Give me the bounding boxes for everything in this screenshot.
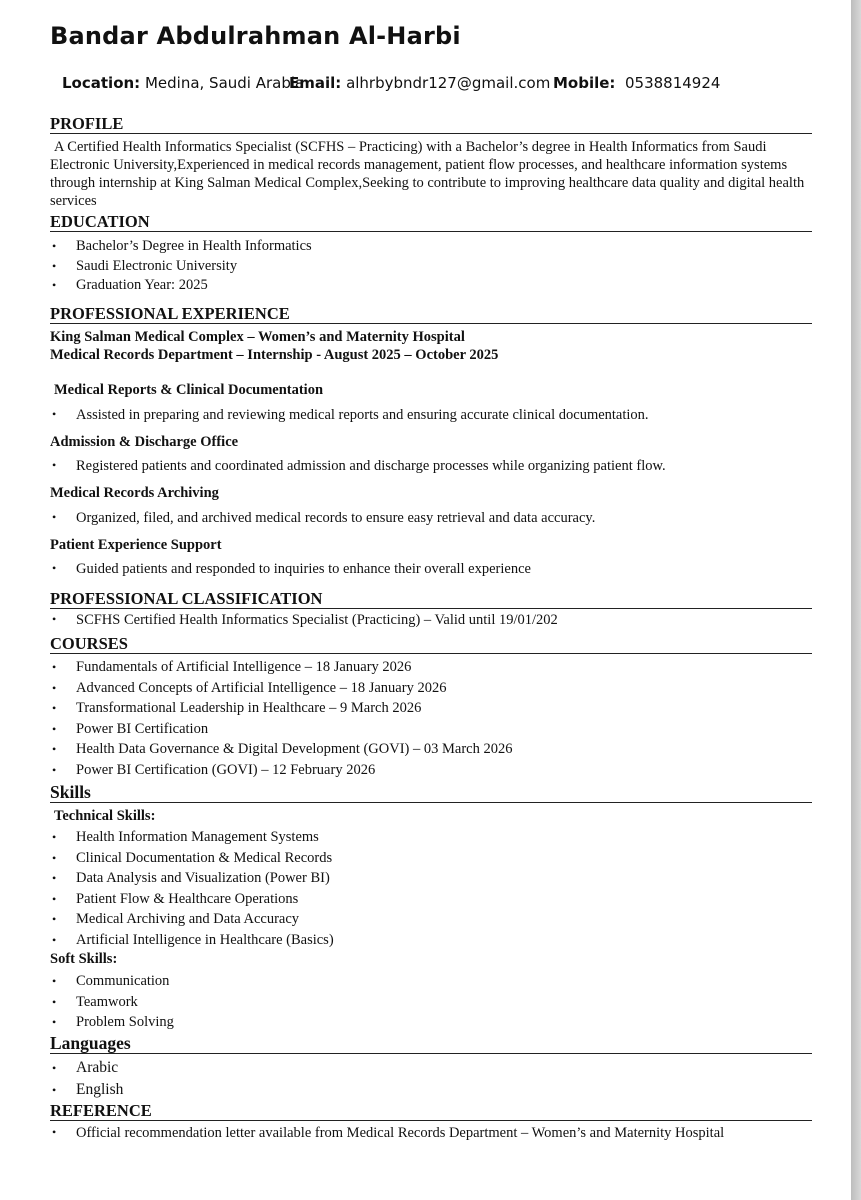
classification-heading: PROFESSIONAL CLASSIFICATION [50,589,812,609]
location-value: Medina, Saudi Arabia [144,74,305,92]
bullet-icon: • [52,830,57,844]
bullet-icon: • [52,891,57,906]
bullet-icon: • [52,1083,57,1097]
list-item: • Power BI Certification [50,719,830,740]
list-item: • SCFHS Certified Health Informatics Specialist (Practicing) – Valid until 19/01/202 [52,612,558,628]
list-item: • Arabic [50,1057,830,1079]
reference-heading: REFERENCE [50,1101,812,1121]
bullet-icon: • [52,407,57,421]
list-item: • Artificial Intelligence in Healthcare (Basics) [50,930,830,951]
experience-group-list [50,458,830,475]
bullet-icon: • [52,721,57,736]
list-item: • Teamwork [50,992,830,1013]
list-item: • Health Data Governance & Digital Development (GOVI) – 03 March 2026 [50,739,830,760]
experience-group-heading: Admission & Discharge Office [50,434,239,450]
experience-group-heading: Patient Experience Support [50,537,222,553]
bullet-icon: • [52,1125,57,1139]
location-line [62,74,304,92]
bullet-icon: • [52,561,57,575]
bullet-icon: • [52,701,57,716]
list-item: • Bachelor’s Degree in Health Informatics [50,237,830,257]
list-item: • Organized, filed, and archived medical records to ensure easy retrieval and data accuracy. [52,510,596,526]
experience-group-list [50,561,830,578]
email-label: Email: [289,74,342,92]
mobile-line [553,74,720,92]
education-heading: EDUCATION [50,212,812,232]
technical-skills-list [50,827,830,951]
bullet-icon: • [52,239,57,253]
bullet-icon: • [52,612,57,626]
bullet-icon: • [52,278,57,292]
list-item: • Official recommendation letter available from Medical Records Department – Women’s and Maternity Hospital [52,1125,725,1141]
list-item: • Guided patients and responded to inquiries to enhance their overall experience [52,561,531,577]
experience-heading: PROFESSIONAL EXPERIENCE [50,304,812,324]
languages-list [50,1057,830,1101]
reference-list [50,1125,830,1142]
bullet-icon: • [52,458,57,472]
experience-group-list [50,407,830,424]
bullet-icon: • [52,680,57,695]
list-item: • English [50,1079,830,1101]
list-item: • Medical Archiving and Data Accuracy [50,909,830,930]
courses-list [50,657,830,781]
list-item: • Registered patients and coordinated admission and discharge processes while organizing patient flow. [52,458,666,474]
location-label: Location: [62,74,141,92]
bullet-icon: • [52,932,57,947]
profile-text: A Certified Health Informatics Specialist (SCFHS – Practicing) with a Bachelor’s degree in Health Informatics from Saudi Electronic University,Experienced in medical records management, patient flow processes, and healthcare information systems through internship at King Salman Medical Complex,Seeking to contribute to improving healthcare data quality and digital health services [50,139,805,209]
candidate-name: Bandar Abdulrahman Al-Harbi [50,22,461,50]
experience-role: Medical Records Department – Internship - August 2025 – October 2025 [50,347,499,363]
skills-heading: Skills [50,783,812,803]
email-line [289,74,550,92]
technical-skills-label: Technical Skills: [54,808,156,824]
list-item: • Data Analysis and Visualization (Power BI) [50,868,830,889]
experience-organization: King Salman Medical Complex – Women’s and Maternity Hospital [50,329,465,345]
courses-heading: COURSES [50,634,812,654]
languages-heading: Languages [50,1034,812,1054]
soft-skills-label: Soft Skills: [50,951,118,967]
list-item: • Fundamentals of Artificial Intelligence – 18 January 2026 [50,657,830,678]
profile-heading: PROFILE [50,114,812,134]
list-item: • Graduation Year: 2025 [50,276,830,296]
list-item: • Transformational Leadership in Healthcare – 9 March 2026 [50,698,830,719]
page-edge [851,0,861,1200]
education-list [50,237,830,296]
list-item: • Saudi Electronic University [50,257,830,277]
list-item: • Power BI Certification (GOVI) – 12 February 2026 [50,760,830,781]
bullet-icon: • [52,850,57,865]
bullet-icon: • [52,762,57,777]
bullet-icon: • [52,974,57,988]
email-value: alhrbybndr127@gmail.com [346,74,551,92]
bullet-icon: • [52,1015,57,1030]
bullet-icon: • [52,912,57,927]
bullet-icon: • [52,1061,57,1075]
soft-skills-list [50,971,830,1033]
bullet-icon: • [52,660,57,674]
list-item: • Patient Flow & Healthcare Operations [50,889,830,910]
list-item: • Communication [50,971,830,992]
list-item: • Advanced Concepts of Artificial Intelligence – 18 January 2026 [50,678,830,699]
classification-list [50,612,830,629]
bullet-icon: • [52,994,57,1009]
list-item: • Health Information Management Systems [50,827,830,848]
mobile-value: 0538814924 [624,74,721,92]
mobile-label: Mobile: [553,74,616,92]
list-item: • Problem Solving [50,1012,830,1033]
list-item: • Clinical Documentation & Medical Records [50,848,830,869]
experience-group-heading: Medical Records Archiving [50,485,219,501]
list-item: • Assisted in preparing and reviewing medical reports and ensuring accurate clinical documentation. [52,407,649,423]
bullet-icon: • [52,871,57,886]
experience-group-heading: Medical Reports & Clinical Documentation [54,382,324,398]
experience-group-list [50,510,830,527]
bullet-icon: • [52,258,57,273]
bullet-icon: • [52,742,57,757]
bullet-icon: • [52,510,57,524]
